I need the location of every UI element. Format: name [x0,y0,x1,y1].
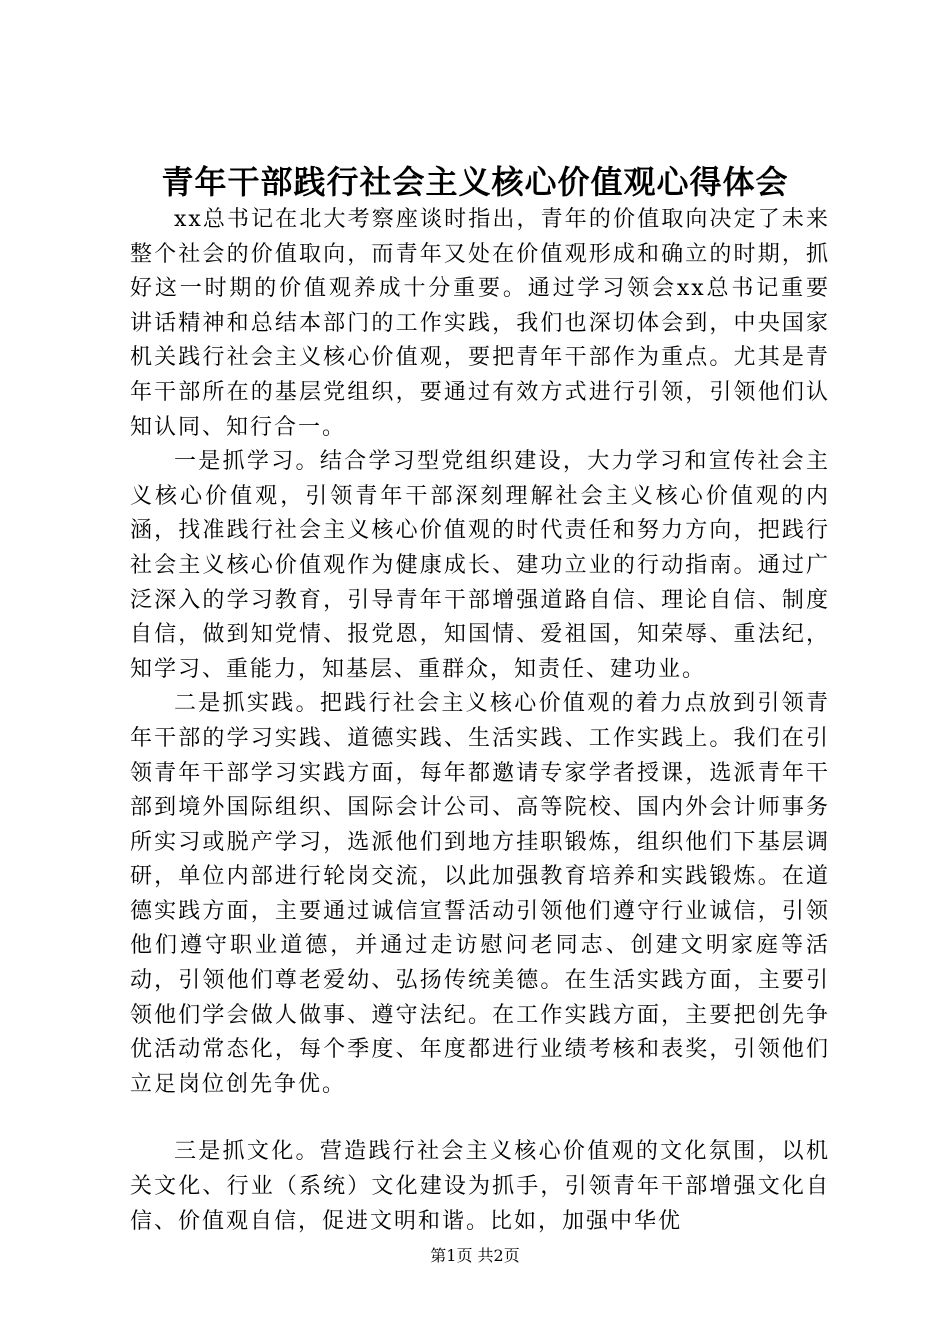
paragraph-practice: 二是抓实践。把践行社会主义核心价值观的着力点放到引领青年干部的学习实践、道德实践、生活实践、工作实践上。我们在引领青年干部学习实践方面，每年都邀请专家学者授课，选派青年干部到境外国际组织、国际会计公司、高等院校、国内外会计师事务所实习或脱产学习，选派他们到地方挂职锻炼，组织他们下基层调研，单位内部进行轮岗交流，以此加强教育培养和实践锻炼。在道德实践方面，主要通过诚信宣誓活动引领他们遵守行业诚信，引领他们遵守职业道德，并通过走访慰问老同志、创建文明家庭等活动，引领他们尊老爱幼、弘扬传统美德。在生活实践方面，主要引领他们学会做人做事、遵守法纪。在工作实践方面，主要把创先争优活动常态化，每个季度、年度都进行业绩考核和表奖，引领他们立足岗位创先争优。 [130,691,830,1097]
page-footer: 第1页 共2页 [430,1246,520,1265]
paragraph-study: 一是抓学习。结合学习型党组织建设，大力学习和宣传社会主义核心价值观，引领青年干部深刻理解社会主义核心价值观的内涵，找准践行社会主义核心价值观的时代责任和努力方向，把践行社会主义核心价值观作为健康成长、建功立业的行动指南。通过广泛深入的学习教育，引导青年干部增强道路自信、理论自信、制度自信，做到知党情、报党恩，知国情、爱祖国，知荣辱、重法纪，知学习、重能力，知基层、重群众，知责任、建功业。 [130,449,830,682]
paragraph-intro: xx总书记在北大考察座谈时指出，青年的价值取向决定了未来整个社会的价值取向，而青年又处在价值观形成和确立的时期，抓好这一时期的价值观养成十分重要。通过学习领会xx总书记重要讲话精神和总结本部门的工作实践，我们也深切体会到，中央国家机关践行社会主义核心价值观，要把青年干部作为重点。尤其是青年干部所在的基层党组织，要通过有效方式进行引领，引领他们认知认同、知行合一。 [130,207,830,440]
document-body [130,203,830,1239]
document-title: 青年干部践行社会主义核心价值观心得体会 [161,163,789,201]
paragraph-culture: 三是抓文化。营造践行社会主义核心价值观的文化氛围，以机关文化、行业（系统）文化建设为抓手，引领青年干部增强文化自信、价值观自信，促进文明和谐。比如，加强中华优 [130,1139,830,1234]
